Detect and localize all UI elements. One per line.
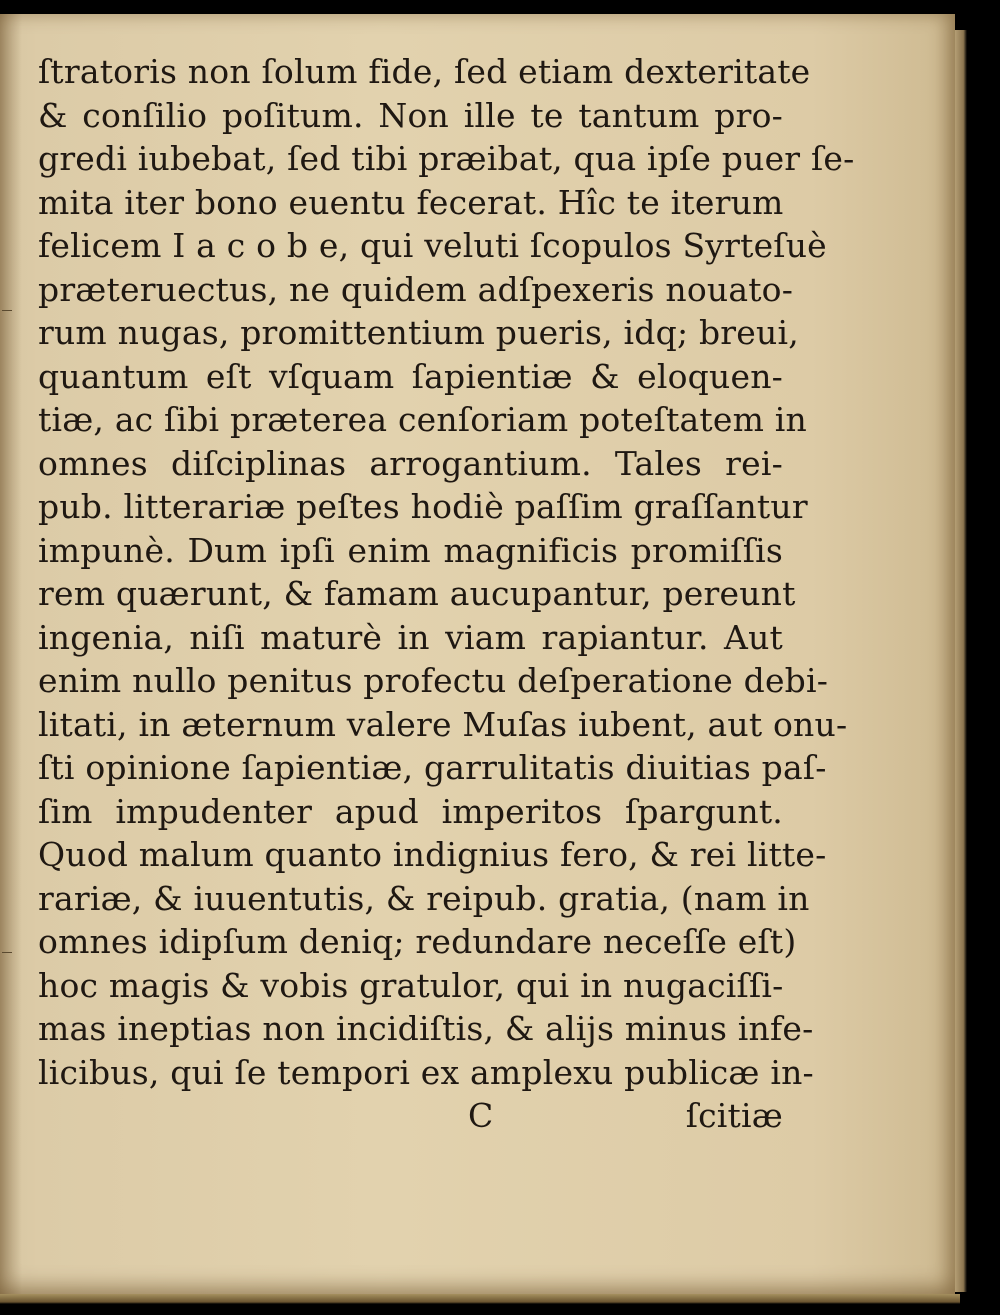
text-line: felicem I a c o b e, qui veluti ſcopulos Syrteſuè [38, 226, 827, 265]
text-line: pub. litterariæ peſtes hodiè paſſim graſſantur [38, 487, 808, 526]
spine-shadow [0, 14, 22, 1294]
text-line: mita iter bono euentu fecerat. Hîc te iterum [38, 182, 784, 222]
text-line: ſti opinione ſapientiæ, garrulitatis diuitias paſ- [38, 748, 827, 787]
text-line: mas ineptias non incidiſtis, & alijs minus infe- [38, 1009, 814, 1048]
text-line: licibus, qui ſe tempori ex amplexu publicæ in- [38, 1052, 814, 1092]
body-text [38, 50, 855, 1138]
text-line: Quod malum quanto indignius fero, & rei litte- [38, 835, 827, 874]
margin-mark [2, 952, 12, 953]
margin-mark [2, 310, 12, 311]
text-line: omnes idipſum deniq; redundare neceſſe eſt) [38, 922, 797, 961]
text-line: ſim impudenter apud imperitos ſpargunt. [38, 791, 783, 831]
page-footer [38, 1094, 783, 1138]
text-line: hoc magis & vobis gratulor, qui in nugaciſſi- [38, 965, 784, 1005]
page-edge-right [955, 30, 967, 1292]
text-line: enim nullo penitus profectu deſperatione debi- [38, 661, 829, 700]
page-edge-bottom [0, 1294, 960, 1304]
text-line: tiæ, ac ſibi præterea cenſoriam poteſtatem in [38, 400, 808, 439]
text-line: ſtratoris non ſolum fide, ſed etiam dexteritate [38, 52, 811, 91]
text-line: præteruectus, ne quidem adſpexeris nouato- [38, 269, 794, 309]
text-line: impunè. Dum ipſi enim magnificis promiſſis [38, 530, 783, 570]
text-line: quantum eſt vſquam ſapientiæ & eloquen- [38, 356, 783, 396]
text-line: rum nugas, promittentium pueris, idq; breui, [38, 313, 799, 352]
text-line: litati, in æternum valere Muſas iubent, aut onu- [38, 704, 848, 744]
text-line: rariæ, & iuuentutis, & reipub. gratia, (nam in [38, 878, 810, 918]
text-line: gredi iubebat, ſed tibi præibat, qua ipſe puer ſe- [38, 139, 855, 178]
text-line: & conſilio poſitum. Non ille te tantum pro- [38, 95, 783, 135]
book-page [0, 14, 955, 1294]
text-line: omnes diſciplinas arrogantium. Tales rei- [38, 443, 783, 483]
catchword: ſcitiæ [685, 1096, 783, 1135]
signature-mark: C [468, 1096, 494, 1135]
text-line: rem quærunt, & famam aucupantur, pereunt [38, 574, 796, 613]
text-line: ingenia, niſi maturè in viam rapiantur. Aut [38, 617, 783, 657]
